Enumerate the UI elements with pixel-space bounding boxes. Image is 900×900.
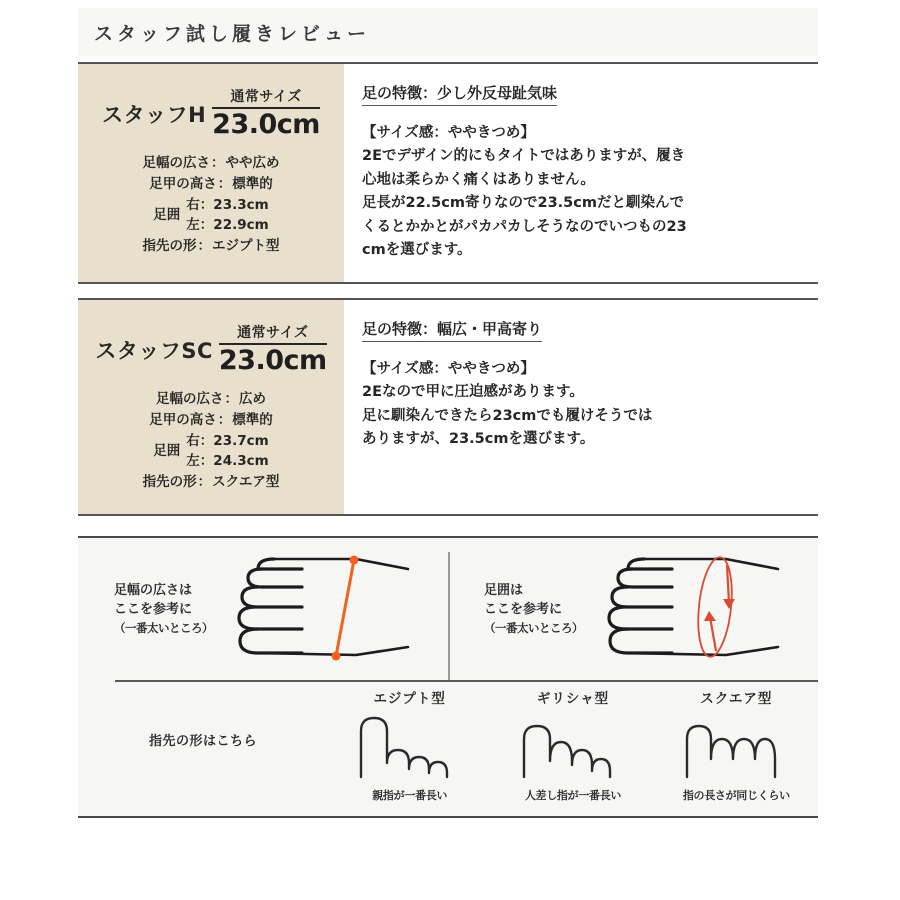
foot-width-guide-text (78, 581, 228, 637)
staff-name: スタッフSC (95, 339, 213, 364)
guide-line-2: ここを参考に (484, 602, 563, 618)
spec-value: 標準的 (232, 412, 273, 429)
review-line: くるとかかとがパカパカしそうなのでいつもの23 (362, 218, 687, 235)
spec-separator: ： (197, 473, 212, 490)
page-title: スタッフ試し履きレビュー (94, 22, 371, 45)
guide-line-2: ここを参考に (114, 602, 193, 618)
spec-separator: ： (217, 176, 232, 193)
staff-specs (78, 389, 344, 492)
spec-value: エジプト型 (212, 237, 280, 254)
page-title-band (78, 8, 818, 56)
side-separator: ： (199, 197, 214, 214)
spec-row-circumference (78, 195, 344, 236)
spec-row-toe-shape (78, 472, 344, 493)
foot-circumference-guide (448, 538, 818, 680)
spec-value: スクエア型 (212, 473, 280, 490)
square-toe-icon (681, 713, 791, 783)
foot-width-diagram (228, 551, 418, 667)
spec-separator: ： (211, 155, 225, 172)
spec-key: 指先の形 (142, 473, 197, 490)
spec-key: 足幅の広さ (156, 391, 224, 408)
spec-row-foot-width (78, 389, 344, 410)
foot-circumference-guide-text (448, 581, 598, 637)
egypt-toe-shape (355, 713, 465, 779)
egypt-toe-icon (355, 713, 465, 783)
staff-review-card (78, 298, 818, 516)
toe-shape-title: エジプト型 (373, 691, 446, 707)
review-line: 足に馴染んできたら23cmでも履けそうでは (362, 407, 653, 424)
spec-separator: ： (217, 412, 232, 429)
foot-width-guide (78, 538, 448, 680)
review-line: 2Eでデザイン的にもタイトではありますが、履き (362, 148, 686, 165)
toe-shape-caption: 親指が一番長い (372, 789, 448, 802)
side-value: 23.7cm (213, 433, 269, 450)
foot-width-diagram-wrap (228, 551, 448, 667)
side-value: 22.9cm (213, 217, 269, 234)
side-separator: ： (199, 453, 214, 470)
staff-profile-panel (78, 300, 344, 514)
toe-section-label: 指先の形はこちら (148, 734, 257, 749)
spec-row-instep-height (78, 174, 344, 195)
circumference-values (186, 431, 268, 472)
review-line: 【サイズ感：ややきつめ】 (362, 361, 535, 377)
spec-value: やや広め (225, 155, 280, 172)
usual-size-box (212, 86, 320, 139)
circumference-right (186, 431, 268, 451)
guide-line-3: （一番太いところ） (114, 620, 213, 635)
circumference-values (186, 195, 268, 236)
side-label: 左 (186, 453, 200, 470)
side-label: 左 (186, 217, 200, 234)
spec-row-instep-height (78, 410, 344, 431)
spec-value: 標準的 (232, 176, 273, 193)
spec-value: 広め (239, 391, 266, 408)
usual-size-value: 23.0cm (212, 109, 320, 140)
spec-separator: ： (224, 391, 238, 408)
spec-row-circumference (78, 431, 344, 472)
foot-circumference-diagram-wrap (598, 551, 818, 667)
usual-size-box (219, 322, 327, 375)
review-line: 2Eなので甲に圧迫感があります。 (362, 384, 584, 401)
guide-line-1: 足幅の広さは (114, 582, 193, 598)
toe-shape-caption: 指の長さが同じくらい (682, 789, 790, 802)
side-value: 24.3cm (213, 453, 269, 470)
staff-profile-panel (78, 64, 344, 282)
review-line: 【サイズ感：ややきつめ】 (362, 125, 535, 141)
circumference-key: 足囲 (153, 442, 181, 459)
side-label: 右 (186, 197, 200, 214)
circumference-key: 足囲 (153, 206, 181, 223)
greek-toe-icon (518, 713, 628, 783)
spec-row-foot-width (78, 153, 344, 174)
review-text (362, 122, 802, 263)
staff-header (78, 322, 344, 389)
toe-shapes-row (78, 681, 818, 818)
toe-shape-egypt (328, 681, 491, 818)
staff-name: スタッフH (102, 103, 207, 128)
side-separator: ： (199, 433, 214, 450)
staff-review-card (78, 62, 818, 284)
spec-key: 足甲の高さ (149, 176, 217, 193)
review-line: 心地は柔らかく痛くはありません。 (362, 171, 595, 188)
staff-review-panel (344, 64, 818, 282)
foot-circumference-diagram (598, 551, 788, 667)
foot-feature-heading: 足の特徴：幅広・甲高寄り (362, 318, 542, 342)
side-value: 23.3cm (213, 197, 269, 214)
spec-key: 足幅の広さ (142, 155, 210, 172)
review-text (362, 358, 802, 452)
staff-review-panel (344, 300, 818, 514)
usual-size-value: 23.0cm (218, 345, 327, 376)
toe-shape-caption: 人差し指が一番長い (524, 789, 622, 802)
circumference-right (186, 195, 268, 215)
usual-size-label: 通常サイズ (212, 86, 320, 109)
square-toe-shape (681, 713, 791, 779)
review-line: ありますが、23.5cmを選びます。 (362, 431, 595, 448)
spec-key: 指先の形 (142, 237, 197, 254)
guide-line-1: 足囲は (484, 582, 524, 598)
toe-shape-title: スクエア型 (700, 691, 773, 707)
side-separator: ： (199, 217, 214, 234)
staff-specs (78, 153, 344, 256)
greek-toe-shape (518, 713, 628, 779)
guide-line-3: （一番太いところ） (484, 620, 583, 635)
toe-shape-greek (491, 681, 654, 818)
spec-row-toe-shape (78, 236, 344, 257)
measurement-guide-panel (78, 536, 818, 818)
staff-header (78, 86, 344, 153)
circumference-left (186, 215, 268, 235)
review-line: 足長が22.5cm寄りなので23.5cmだと馴染んで (362, 195, 684, 212)
usual-size-label: 通常サイズ (219, 322, 327, 345)
spec-key: 足甲の高さ (149, 412, 217, 429)
guide-vertical-divider (448, 552, 450, 680)
toe-shape-square (655, 681, 818, 818)
toe-shape-title: ギリシャ型 (536, 691, 610, 707)
review-line: cmを選びます。 (362, 242, 472, 259)
spec-separator: ： (197, 237, 211, 254)
circumference-left (186, 451, 268, 471)
foot-feature-heading: 足の特徴：少し外反母趾気味 (362, 82, 557, 106)
side-label: 右 (186, 433, 200, 450)
toe-shape-list (328, 681, 818, 818)
